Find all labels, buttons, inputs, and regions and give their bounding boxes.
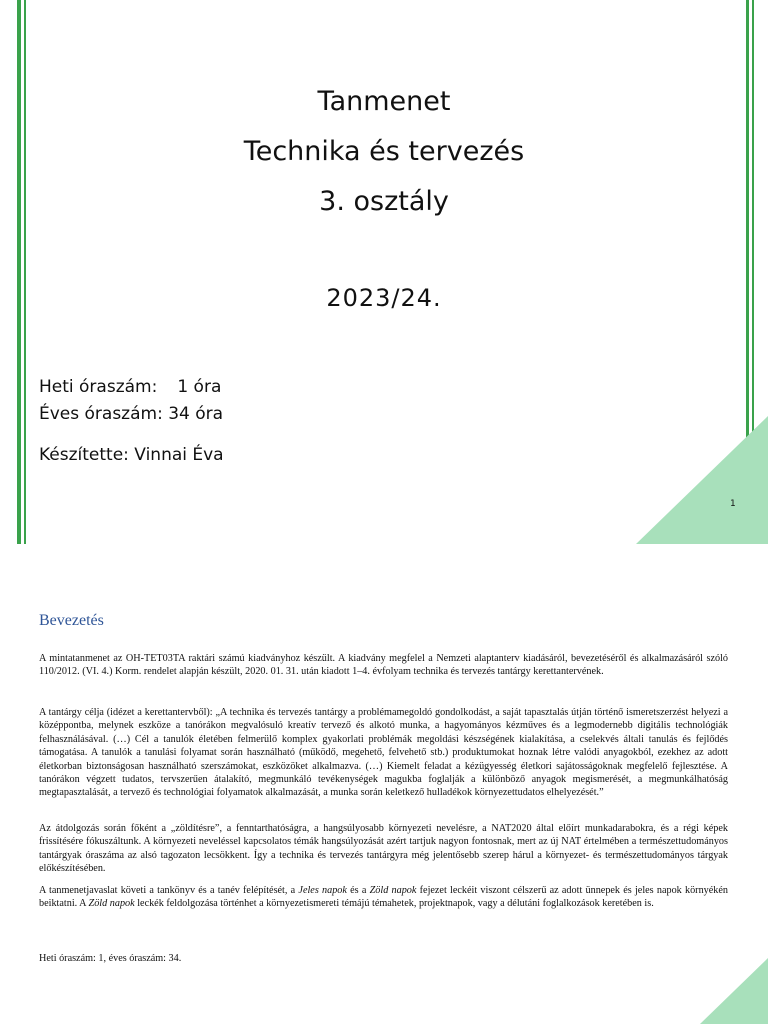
paragraph-4-part-c: fejezet leckéit viszont célszerű az adott ünnepek és jeles napok környékén beiktatni. A [39, 885, 728, 910]
hours-summary [39, 952, 728, 965]
subject-title: Technika és tervezés [243, 136, 525, 167]
grade-title: 3. osztály [319, 186, 449, 217]
weekly-hours-value: 1 óra [177, 377, 222, 397]
paragraph-1-text: A mintatanmenet az OH-TET03TA raktári számú kiadványhoz készült. A kiadvány megfelel a Nemzeti alaptanterv kiadásáról, bevezetéséről és alkalmazásáról szóló 110/2012. (VI. 4.) Korm. rendelet alapján készült, 2020. 01. 31. után kiadott 1–4. évfolyam technika és tervezés tantárgy kerettantervének. [39, 653, 728, 678]
left-border-inner [24, 0, 26, 544]
jeles-napok-emphasis: Jeles napok [298, 885, 347, 896]
intro-page [0, 544, 768, 1024]
paragraph-4-part-a: A tanmenetjavaslat követi a tankönyv és a tanév felépítését, a [39, 885, 299, 896]
weekly-hours-label: Heti óraszám: [39, 377, 158, 397]
paragraph-2-text: A tantárgy célja (idézet a kerettantervből): „A technika és tervezés tantárgy a problémamegoldó gondolkodást, a saját tapasztalás útján történő ismeretszerzést helyezi a középpontba, melynek eszköze a tanórákon megvalósuló kreatív tervező és alkotó munka, a hagyományos kézműves és a legmodernebb digitális technológiák felhasználásával. (…) Cél a tanulók életében felmerülő komplex gyakorlati problémák megoldási készségének kialakítása, a cselekvés általi tanulás és fejlődés támogatása. A tanulók a tanulási folyamat során használható (működő, megehető, felvehető stb.) produktumokat hoznak létre valódi anyagokból, ezekhez az adott életkorban biztonságosan használható szerszámokat, eszközöket alkalmazva. (…) Kiemelt feladat a kézügyesség életkori sajátosságoknak megfelelő fejlesztése. A tanórákon végzett tudatos, tervszerűen átalakító, megmunkáló tevékenységek magukba foglalják a különböző anyagok megismerését, a megmunkálhatóság megtapasztalását, a tervező és technológiai folyamatok alkalmazását, a munka során keletkező hulladékok környezettudatos elhelyezését.” [39, 707, 728, 799]
paragraph-4-text [39, 884, 728, 911]
section-heading: Bevezetés [39, 612, 104, 629]
yearly-hours: Éves óraszám: 34 óra [39, 404, 224, 424]
paragraph-1 [39, 652, 728, 679]
school-year: 2023/24. [326, 284, 442, 312]
author: Készítette: Vinnai Éva [39, 445, 224, 465]
left-border-outer [17, 0, 21, 544]
hours-summary-text: Heti óraszám: 1, éves óraszám: 34. [39, 953, 182, 964]
zold-napok-emphasis-2: Zöld napok [88, 898, 135, 910]
paragraph-4-part-b: és a [346, 885, 370, 896]
page-number: 1 [730, 499, 736, 509]
paragraph-4-part-d: leckék feldolgozása történhet a környezetismereti témájú témahetek, projektnapok, vagy a délutáni foglalkozások keretében is. [134, 898, 654, 910]
paragraph-3-text: Az átdolgozás során főként a „zöldítésre”, a fenntarthatóságra, a hangsúlyosabb környezeti nevelésre, a NAT2020 által előírt munkadarabokra, és a régi képek frissítésére fókuszáltunk. A környezeti neveléssel kapcsolatos témák hangsúlyozását azért tartjuk nagyon fontosnak, mert az új NAT értelmében a természettudományos tantárgyak óraszáma az alsó tagozaton lecsökkent. Így a technika és tervezés tantárgyra még jelentősebb szerep hárul a környezet- és természettudományos tárgyak előkészítésében. [39, 823, 728, 875]
zold-napok-emphasis: Zöld napok [369, 885, 417, 896]
decorative-triangle-bottom [700, 958, 768, 1024]
weekly-hours [39, 377, 221, 397]
paragraph-2 [39, 706, 728, 800]
paragraph-3 [39, 822, 728, 876]
document-title: Tanmenet [317, 86, 451, 117]
paragraph-4 [39, 884, 728, 911]
decorative-triangle [636, 416, 768, 544]
